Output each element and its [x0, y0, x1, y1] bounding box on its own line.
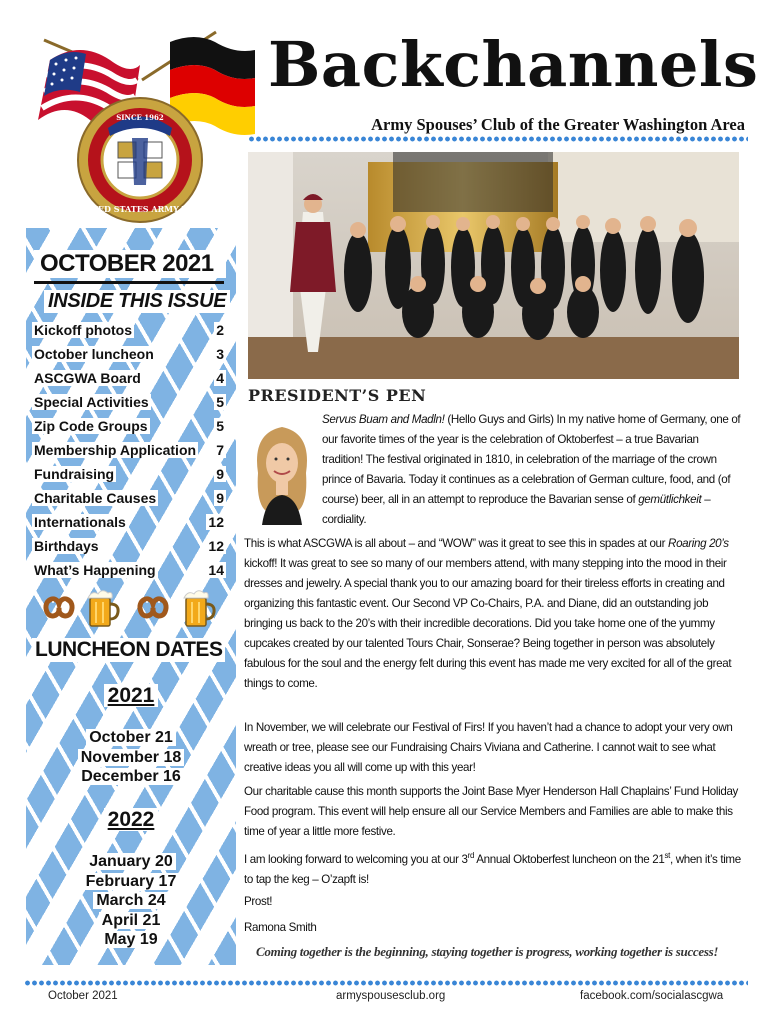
- dotted-divider-top: [248, 134, 748, 144]
- luncheon-date: April 21: [99, 912, 164, 929]
- dates-2021: [26, 728, 236, 787]
- article-paragraph-4: Our charitable cause this month supports the Joint Base Myer Henderson Hall Chaplains’ Fund Holiday Food program. This event will help ensure all our Service Members and Families are able to make this time of year a little more festive.: [244, 785, 738, 838]
- dotted-divider-bottom: [24, 978, 748, 988]
- toc-row[interactable]: [32, 344, 226, 368]
- article-paragraph-2: This is what ASCGWA is all about – and “WOW” was it great to see this in spades at our Roaring 20’s kickoff! It was great to see so many of our members attend, with many stepping into the mood in their dresses and jewelry. A special thank you to our amazing board for their tireless efforts in creating and organizing this fantastic event. Our Second VP Co-Chairs, P.A. and Diane, did an outstanding job bringing us back to the 20’s with their incredible decorations. Did you take home one of the yummy cupcakes created by our talented Tours Chair, Sonserae? Being together in person was absolutely fabulous for the soul and the energy felt during this event has made me very excited for all of the great things to come.: [244, 537, 732, 690]
- toc-page: 7: [216, 442, 224, 458]
- toc-row[interactable]: [32, 512, 226, 536]
- article-paragraph-5: I am looking forward to welcoming you at our 3rd Annual Oktoberfest luncheon on the 21st, when it’s time to tap the keg – O’zapft is!: [244, 851, 741, 886]
- luncheon-date: October 21: [86, 729, 176, 746]
- toc-row[interactable]: [32, 536, 226, 560]
- luncheon-date: November 18: [78, 749, 185, 766]
- svg-text:SINCE 1962: SINCE 1962: [116, 113, 164, 122]
- dates-2022: [26, 852, 236, 950]
- president-portrait: [248, 413, 316, 525]
- beer-mug-icon: [182, 588, 216, 628]
- issue-month: OCTOBER 2021: [34, 250, 226, 278]
- table-of-contents: [32, 320, 226, 584]
- article-paragraph-3: In November, we will celebrate our Festival of Firs! If you haven’t had a chance to adopt your very own wreath or tree, please see our Fundraising Chairs Viviana and Catherine. I cannot wait to see what creative ideas you all will come up with this year!: [244, 721, 733, 774]
- toc-label: October luncheon: [34, 346, 154, 362]
- toc-label: ASCGWA Board: [34, 370, 141, 386]
- footer-issue-date: October 2021: [48, 990, 118, 1002]
- year-2022-heading: 2022: [26, 808, 236, 832]
- inside-this-issue-heading: INSIDE THIS ISSUE: [44, 290, 230, 313]
- toc-page: 2: [216, 322, 224, 338]
- toc-label: Birthdays: [34, 538, 99, 554]
- pretzel-icon: [42, 594, 76, 620]
- toc-page: 14: [208, 562, 224, 578]
- footer-website-link[interactable]: armyspousesclub.org: [336, 990, 446, 1002]
- toc-row[interactable]: [32, 440, 226, 464]
- toc-label: Zip Code Groups: [34, 418, 148, 434]
- greeting-text: Servus Buam and Madln!: [322, 413, 445, 426]
- oktoberfest-icons: [42, 588, 222, 628]
- pretzel-icon: [136, 594, 170, 620]
- toc-label: Kickoff photos: [34, 322, 132, 338]
- toc-label: Special Activities: [34, 394, 149, 410]
- toc-row[interactable]: [32, 560, 226, 584]
- toc-page: 9: [216, 466, 224, 482]
- footer-facebook-link[interactable]: facebook.com/socialascgwa: [580, 990, 724, 1002]
- luncheon-date: January 20: [86, 853, 176, 870]
- toc-page: 5: [216, 394, 224, 410]
- presidents-pen-heading: PRESIDENT’S PEN: [248, 386, 427, 405]
- toc-page: 3: [216, 346, 224, 362]
- luncheon-date: May 19: [101, 931, 160, 948]
- toc-row[interactable]: [32, 320, 226, 344]
- luncheon-date: December 16: [78, 768, 184, 785]
- toc-row[interactable]: [32, 464, 226, 488]
- sidebar: [26, 228, 236, 965]
- toc-page: 5: [216, 418, 224, 434]
- svg-text:UNITED STATES ARMY WIFE: UNITED STATES ARMY WIFE: [73, 204, 207, 214]
- club-logo: [20, 20, 260, 240]
- club-motto: Coming together is the beginning, staying together is progress, working together is success!: [256, 944, 719, 959]
- closing-text: Prost!: [244, 895, 273, 908]
- toc-page: 4: [216, 370, 224, 386]
- beer-mug-icon: [86, 588, 120, 628]
- toc-row[interactable]: [32, 392, 226, 416]
- newsletter-subtitle: Army Spouses’ Club of the Greater Washington Area: [371, 115, 745, 134]
- toc-label: Fundraising: [34, 466, 115, 482]
- toc-page: 12: [208, 514, 224, 530]
- luncheon-date: February 17: [83, 873, 180, 890]
- toc-row[interactable]: [32, 368, 226, 392]
- gemutlichkeit-word: gemütlichkeit: [638, 493, 702, 506]
- luncheon-dates-heading: LUNCHEON DATES: [32, 638, 225, 662]
- luncheon-date: March 24: [93, 892, 168, 909]
- toc-label: What’s Happening: [34, 562, 156, 578]
- toc-row[interactable]: [32, 488, 226, 512]
- toc-label: Membership Application: [34, 442, 197, 458]
- newsletter-title: Backchannels: [268, 28, 759, 101]
- roaring-20s-text: Roaring 20’s: [668, 537, 729, 550]
- article-paragraph-1: Servus Buam and Madln! (Hello Guys and Girls) In my native home of Germany, one of our favorite times of the year is the celebration of Oktoberfest – a true Bavarian tradition! The festival originated in 1810, in celebration of the marriage of the crown prince of Bavaria. Today it continues as a celebration of German culture, food, and (of course) beer, all in an attempt to reproduce the Bavarian sense of gemütlichkeit – cordiality.: [322, 413, 741, 526]
- toc-row[interactable]: [32, 416, 226, 440]
- toc-label: Internationals: [34, 514, 126, 530]
- signature: Ramona Smith: [244, 921, 317, 934]
- group-photo: [248, 152, 739, 379]
- toc-label: Charitable Causes: [34, 490, 157, 506]
- toc-page: 12: [208, 538, 224, 554]
- year-2021-heading: 2021: [26, 684, 236, 708]
- toc-page: 9: [216, 490, 224, 506]
- month-underline: [34, 281, 224, 284]
